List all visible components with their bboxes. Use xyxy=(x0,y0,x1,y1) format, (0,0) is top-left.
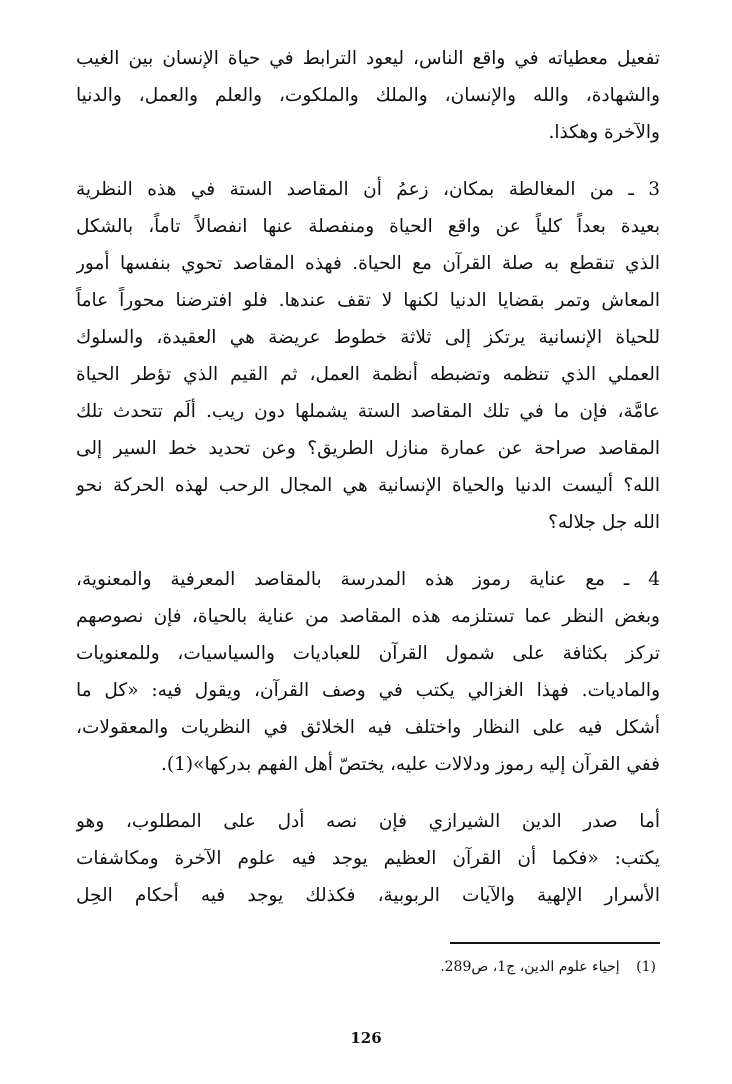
text-line: والشهادة، والله والإنسان، والملك والملكوت، والعلم والعمل، والدنيا xyxy=(76,85,660,106)
text-line: للحياة الإنسانية يرتكز إلى ثلاثة خطوط عريضة هي العقيدة، والسلوك xyxy=(76,327,660,348)
footnote-separator xyxy=(450,942,660,944)
paragraph xyxy=(76,171,660,541)
text-line: الله؟ أليست الدنيا والحياة الإنسانية هي المجال الرحب لهذه الحركة نحو xyxy=(76,475,660,496)
text-line: الله جل جلاله؟ xyxy=(548,512,660,533)
text-line: تركز بكثافة على شمول القرآن للعباديات والسياسيات، وللمعنويات xyxy=(76,643,660,664)
text-line: والماديات. فهذا الغزالي يكتب في وصف القرآن، ويقول فيه: «كل ما xyxy=(76,680,660,701)
paragraph-gap xyxy=(76,783,660,803)
paragraph-gap xyxy=(76,541,660,561)
text-line: 3 ـ من المغالطة بمكان، زعمُ أن المقاصد الستة في هذه النظرية xyxy=(76,179,660,200)
footnote xyxy=(440,955,656,979)
footnote-text: إحياء علوم الدين، ج1، ص289. xyxy=(440,959,620,975)
paragraph xyxy=(76,561,660,783)
text-line: 4 ـ مع عناية رموز هذه المدرسة بالمقاصد المعرفية والمعنوية، xyxy=(76,569,660,590)
text-line: الأسرار الإلهية والآيات الربوبية، فكذلك يوجد فيه أحكام الحِل xyxy=(76,885,660,906)
text-line: ففي القرآن إليه رموز ودلالات عليه، يختصّ أهل الفهم بدركها»(1). xyxy=(161,754,660,775)
paragraph xyxy=(76,803,660,914)
text-line: يكتب: «فكما أن القرآن العظيم يوجد فيه علوم الآخرة ومكاشفات xyxy=(76,848,660,869)
text-line: أما صدر الدين الشيرازي فإن نصه أدل على المطلوب، وهو xyxy=(76,811,660,832)
text-line: المعاش وتمر بقضايا الدنيا لكنها لا تقف عندها. فلو افترضنا محوراً عاماً xyxy=(76,290,660,311)
text-line: والآخرة وهكذا. xyxy=(548,122,660,143)
text-line: وبغض النظر عما تستلزمه هذه المقاصد من عناية بالحياة، فإن نصوصهم xyxy=(76,606,660,627)
text-line: تفعيل معطياته في واقع الناس، ليعود الترابط في حياة الإنسان بين الغيب xyxy=(76,48,660,69)
paragraph-gap xyxy=(76,151,660,171)
text-line: بعيدة بعداً كلياً عن واقع الحياة ومنفصلة عنها انفصالاً تاماً، بالشكل xyxy=(76,216,660,237)
text-line: أشكل فيه على النظار واختلف فيه الخلائق في النظريات والمعقولات، xyxy=(76,717,660,738)
body-text xyxy=(76,40,660,914)
text-line: عامَّة، فإن ما في تلك المقاصد الستة يشملها دون ريب. ألَم تتحدث تلك xyxy=(76,401,660,422)
text-line: العملي الذي تنظمه وتضبطه أنظمة العمل، ثم القيم الذي تؤطر الحياة xyxy=(76,364,660,385)
text-line: المقاصد صراحة عن عمارة منازل الطريق؟ وعن تحديد خط السير إلى xyxy=(76,438,660,459)
page-number: 126 xyxy=(350,1029,382,1047)
paragraph xyxy=(76,40,660,151)
text-line: الذي تنقطع به صلة القرآن مع الحياة. فهذه المقاصد تحوي بنفسها أمور xyxy=(76,253,660,274)
footnote-marker: (1) xyxy=(636,959,656,975)
